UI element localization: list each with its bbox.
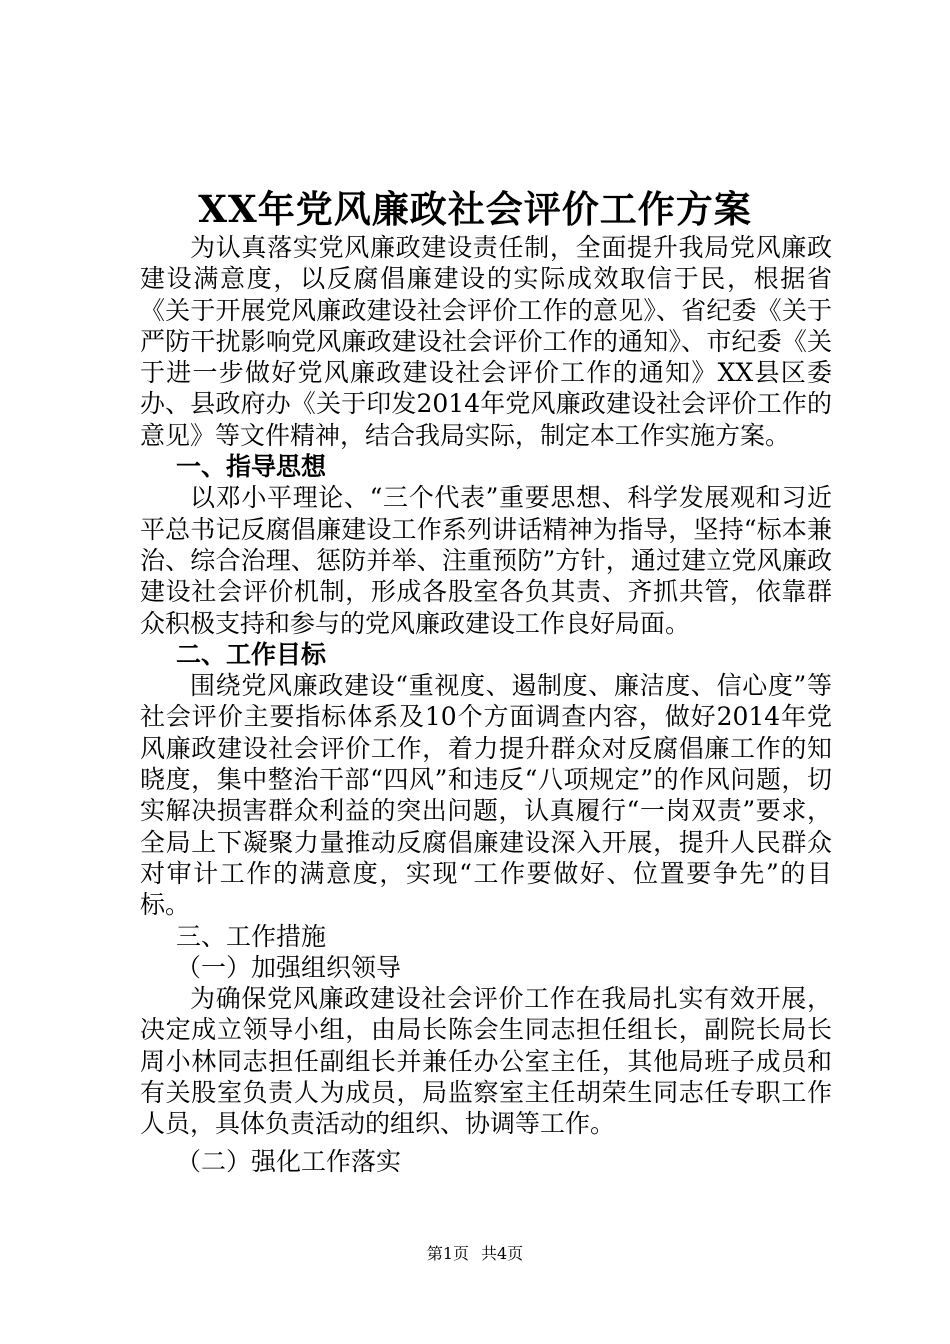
subsection-heading-implementation: （二）强化工作落实 bbox=[176, 1146, 402, 1176]
document-body bbox=[140, 232, 832, 1177]
section-heading-work-goals: 二、工作目标 bbox=[176, 639, 327, 669]
subsection-paragraph-organization: 为确保党风廉政建设社会评价工作在我局扎实有效开展，决定成立领导小组，由局长陈会生同志担任组长，副院长局长周小林同志担任副组长并兼任办公室主任，其他局班子成员和有关股室负责人为成员，局监察室主任胡荣生同志任专职工作人员，具体负责活动的组织、协调等工作。 bbox=[140, 984, 832, 1139]
page-total: 共4页 bbox=[481, 1244, 524, 1263]
document-title: XX年党风廉政社会评价工作方案 bbox=[198, 187, 752, 231]
section-paragraph-guiding-ideology: 以邓小平理论、“三个代表”重要思想、科学发展观和习近平总书记反腐倡廉建设工作系列讲话精神为指导，坚持“标本兼治、综合治理、惩防并举、注重预防”方针，通过建立党风廉政建设社会评价机制，形成各股室各负其责、齐抓共管，依靠群众积极支持和参与的党风廉政建设工作良好局面。 bbox=[140, 483, 832, 638]
section-heading-work-measures: 三、工作措施 bbox=[176, 921, 327, 951]
section-paragraph-work-goals: 围绕党风廉政建设“重视度、遏制度、廉洁度、信心度”等社会评价主要指标体系及10个方面调查内容，做好2014年党风廉政建设社会评价工作，着力提升群众对反腐倡廉工作的知晓度，集中整治干部“四风”和违反“八项规定”的作风问题，切实解决损害群众利益的突出问题，认真履行“一岗双责”要求，全局上下凝聚力量推动反腐倡廉建设深入开展，提升人民群众对审计工作的满意度，实现“工作要做好、位置要争先”的目标。 bbox=[140, 671, 832, 920]
intro-paragraph: 为认真落实党风廉政建设责任制，全面提升我局党风廉政建设满意度，以反腐倡廉建设的实际成效取信于民，根据省《关于开展党风廉政建设社会评价工作的意见》、省纪委《关于严防干扰影响党风廉政建设社会评价工作的通知》、市纪委《关于进一步做好党风廉政建设社会评价工作的通知》XX县区委办、县政府办《关于印发2014年党风廉政建设社会评价工作的意见》等文件精神，结合我局实际，制定本工作实施方案。 bbox=[140, 233, 832, 450]
page-number: 第1页 bbox=[426, 1244, 469, 1263]
page-footer bbox=[0, 1243, 950, 1265]
section-heading-guiding-ideology: 一、指导思想 bbox=[176, 452, 327, 482]
subsection-heading-organization: （一）加强组织领导 bbox=[176, 952, 402, 982]
